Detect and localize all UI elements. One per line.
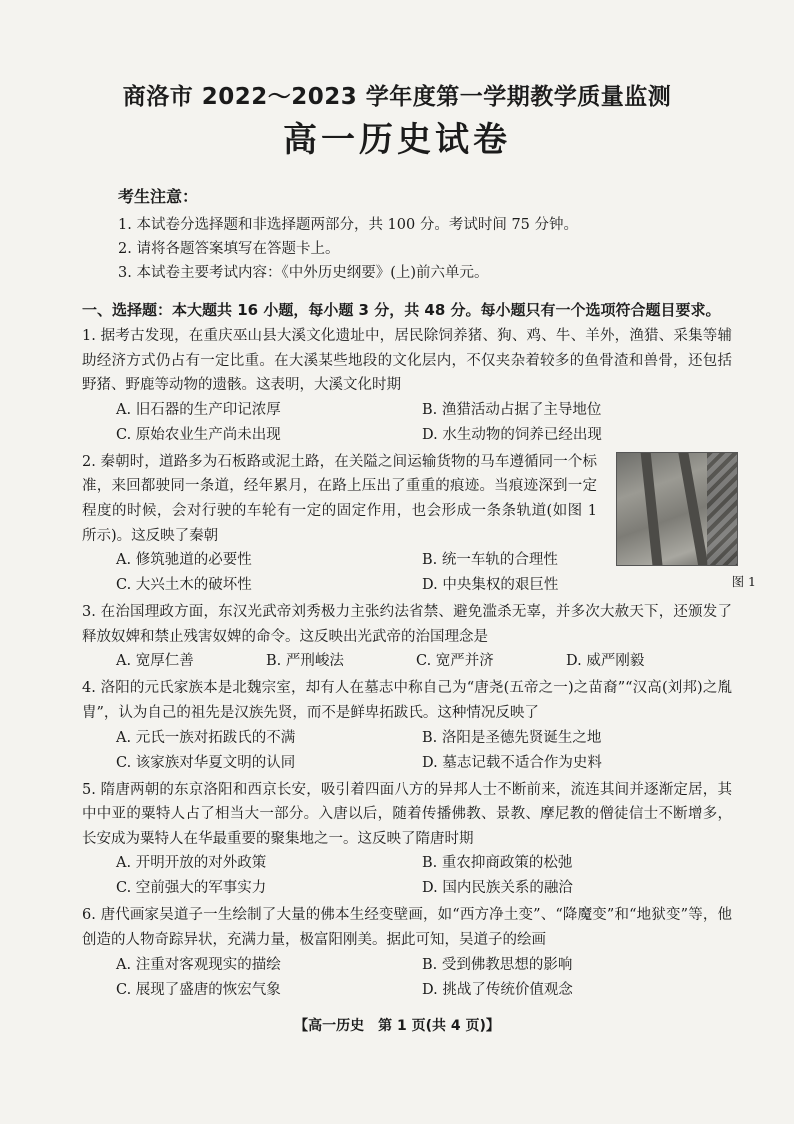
option-d: D. 威严刚毅 <box>566 653 645 670</box>
question-stem: 6. 唐代画家吴道子一生绘制了大量的佛本生经变壁画，如“西方净土变”、“降魔变”和“地狱变”等，他创造的人物奇踪异状，充满力量，极富阳刚美。据此可知，吴道子的绘画 <box>82 907 732 948</box>
option-d: D. 水生动物的饲养已经出现 <box>422 426 602 443</box>
option-b: B. 洛阳是圣德先贤诞生之地 <box>422 729 602 746</box>
question-options <box>82 851 732 901</box>
option-a: A. 注重对客观现实的描绘 <box>116 956 281 973</box>
option-c: C. 空前强大的军事实力 <box>116 880 267 897</box>
questions-list <box>82 324 732 1005</box>
option-b: B. 严刑峻法 <box>266 653 344 670</box>
option-d: D. 国内民族关系的融洽 <box>422 880 573 897</box>
question-options <box>82 953 732 1003</box>
option-a: A. 开明开放的对外政策 <box>116 855 267 872</box>
figure-1-road-ruts-photo <box>616 452 738 566</box>
notice-title: 考生注意： <box>118 187 199 206</box>
option-a: A. 旧石器的生产印记浓厚 <box>116 401 281 418</box>
question-options <box>82 726 732 776</box>
option-a: A. 元氏一族对拓跋氏的不满 <box>116 729 296 746</box>
question-stem: 1. 据考古发现，在重庆巫山县大溪文化遗址中，居民除饲养猪、狗、鸡、牛、羊外，渔猎、采集等辅助经济方式仍占有一定比重。在大溪某些地段的文化层内，不仅夹杂着较多的鱼骨渣和兽骨，还包括野猪、野鹿等动物的遗骸。这表明，大溪文化时期 <box>82 328 732 394</box>
figure-caption: 图 1 <box>731 574 756 589</box>
option-a: A. 宽厚仁善 <box>116 653 194 670</box>
question-options <box>82 649 732 674</box>
option-b: B. 重农抑商政策的松弛 <box>422 855 573 872</box>
option-d: D. 挑战了传统价值观念 <box>422 981 573 998</box>
section-title: 一、选择题：本大题共 16 小题，每小题 3 分，共 48 分。每小题只有一个选项符合题目要求。 <box>82 301 721 319</box>
question-6 <box>82 903 732 1002</box>
option-d: D. 中央集权的艰巨性 <box>422 577 559 594</box>
option-c: C. 展现了盛唐的恢宏气象 <box>116 981 281 998</box>
exam-header-title: 商洛市 2022～2023 学年度第一学期教学质量监测 <box>122 84 672 110</box>
option-c: C. 宽严并济 <box>416 653 494 670</box>
notice-item: 2. 请将各题答案填写在答题卡上。 <box>118 241 340 257</box>
page-footer: 【高一历史 第 1 页(共 4 页)】 <box>294 1018 500 1034</box>
option-c: C. 该家族对华夏文明的认同 <box>116 754 296 771</box>
question-1 <box>82 324 732 448</box>
question-options <box>82 548 631 598</box>
option-c: C. 原始农业生产尚未出现 <box>116 426 281 443</box>
exam-subject-title: 高一历史试卷 <box>283 120 511 160</box>
question-stem: 5. 隋唐两朝的东京洛阳和西京长安，吸引着四面八方的异邦人士不断前来，流连其间并逐渐定居，其中中亚的粟特人占了相当大一部分。入唐以后，随着传播佛教、景教、摩尼教的僧徒信士不断增多，长安成为粟特人在华最重要的聚集地之一。这反映了隋唐时期 <box>82 781 732 847</box>
option-c: C. 大兴土木的破坏性 <box>116 577 252 594</box>
notice-item: 1. 本试卷分选择题和非选择题两部分，共 100 分。考试时间 75 分钟。 <box>118 217 579 233</box>
question-stem: 2. 秦朝时，道路多为石板路或泥土路，在关隘之间运输货物的马车遵循同一个标准，来回都驶同一条道，经年累月，在路上压出了重重的痕迹。当痕迹深到一定程度的时候，会对行驶的车轮有一定的固定作用，也会形成一条条轨道(如图 1 所示)。这反映了秦朝 <box>82 453 597 544</box>
question-4 <box>82 676 732 775</box>
notice-item: 3. 本试卷主要考试内容：《中外历史纲要》(上)前六单元。 <box>118 265 489 281</box>
notice-block <box>118 184 718 285</box>
option-d: D. 墓志记载不适合作为史料 <box>422 754 602 771</box>
option-b: B. 受到佛教思想的影响 <box>422 956 573 973</box>
option-b: B. 渔猎活动占据了主导地位 <box>422 401 602 418</box>
question-2 <box>82 450 732 598</box>
option-b: B. 统一车轨的合理性 <box>422 552 558 569</box>
question-3 <box>82 600 732 674</box>
question-options <box>82 398 732 448</box>
question-stem: 4. 洛阳的元氏家族本是北魏宗室，却有人在墓志中称自己为“唐尧(五帝之一)之苗裔”“汉高(刘邦)之胤胄”，认为自己的祖先是汉族先贤，而不是鲜卑拓跋氏。这种情况反映了 <box>82 680 732 721</box>
option-a: A. 修筑驰道的必要性 <box>116 552 252 569</box>
question-stem: 3. 在治国理政方面，东汉光武帝刘秀极力主张约法省禁、避免滥杀无辜，并多次大赦天下，还颁发了释放奴婢和禁止残害奴婢的命令。这反映出光武帝的治国理念是 <box>82 604 732 645</box>
question-5 <box>82 778 732 902</box>
